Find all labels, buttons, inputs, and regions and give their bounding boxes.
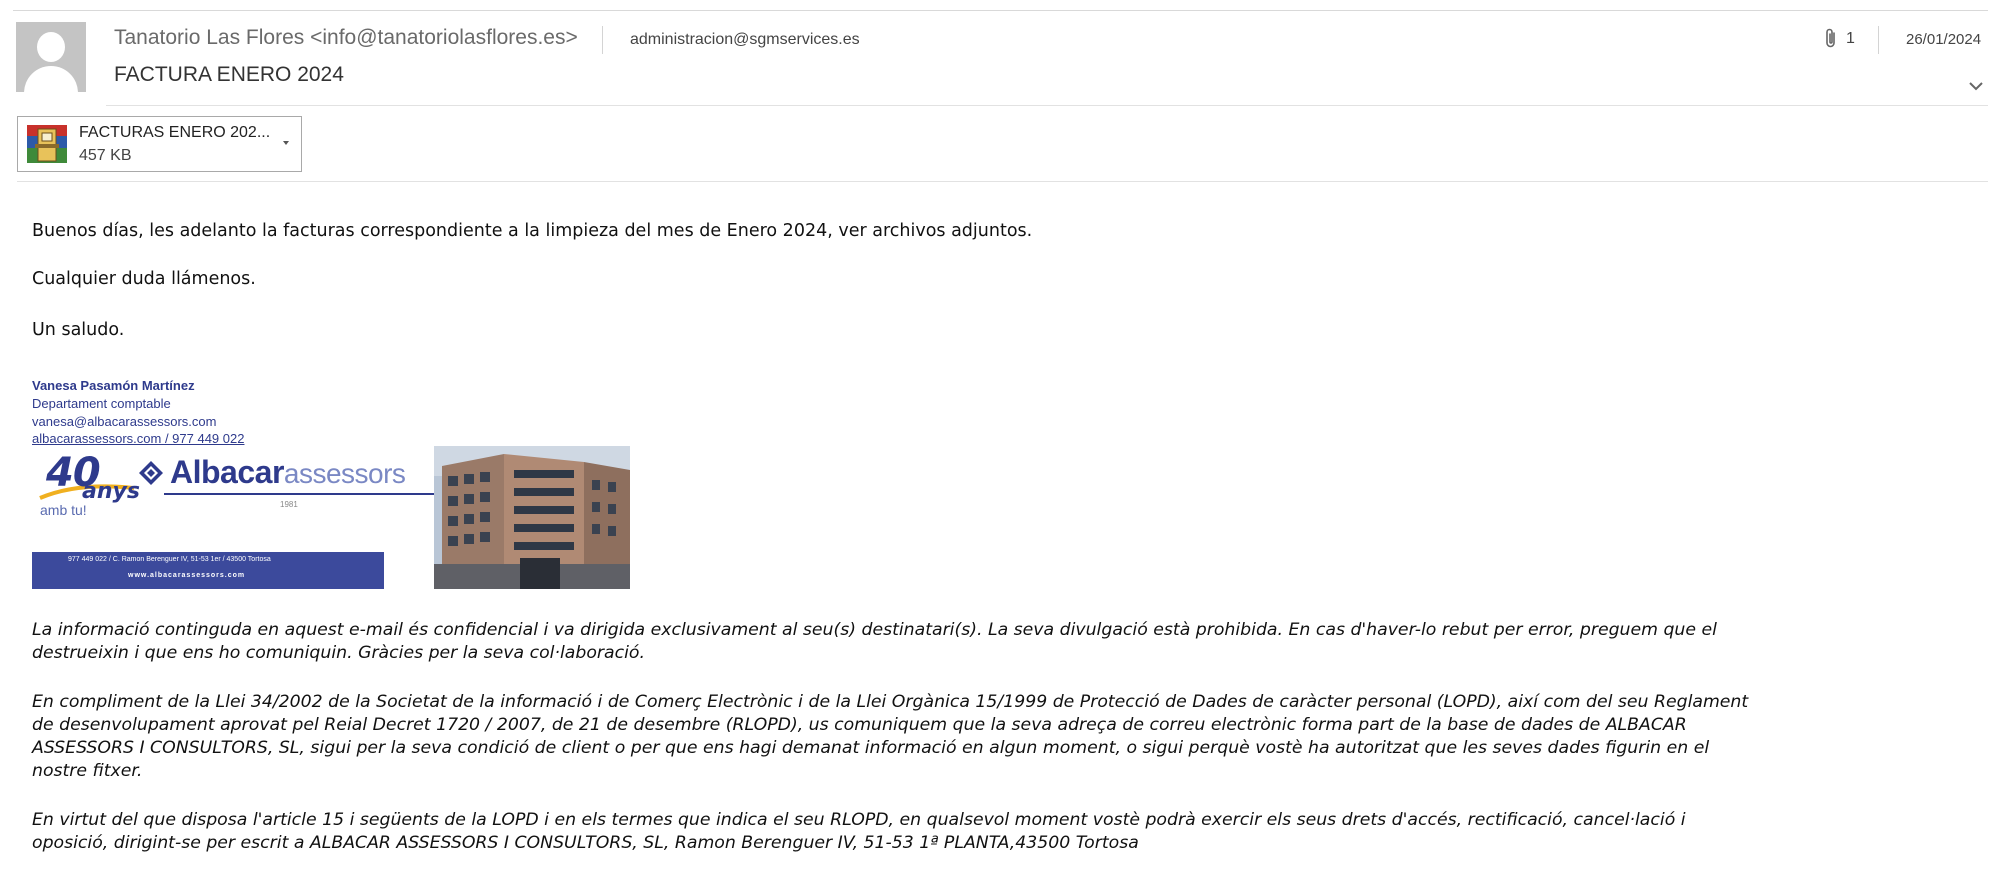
banner-website: www.albacarassessors.com <box>128 572 246 579</box>
banner-years: 40 <box>46 450 100 496</box>
body-paragraph-2: Cualquier duda llámenos. <box>32 269 256 289</box>
attachment-name: FACTURAS ENERO 202... <box>79 124 271 141</box>
banner-years-word: anys <box>82 479 140 504</box>
signature-email[interactable]: vanesa@albacarassessors.com <box>32 414 217 429</box>
paperclip-icon <box>1824 28 1838 50</box>
attachment-count-value: 1 <box>1846 30 1855 47</box>
disclaimer-p3-line2: oposició, dirigint-se per escrit a ALBACAR ASSESSORS I CONSULTORS, SL, Ramon Berenguer IV, 51-53 1ª PLANTA,43500 Tortosa <box>32 833 1139 853</box>
disclaimer-p1-line1: La informació continguda en aquest e-mail és confidencial i va dirigida exclusivament al seu(s) destinatari(s). La seva divulgació està prohibida. En cas d'haver-lo rebut per error, preguem que el <box>32 620 1717 640</box>
banner-brand <box>170 454 405 491</box>
banner-rule <box>164 493 462 495</box>
brand-light: assessors <box>283 458 406 489</box>
email-subject: FACTURA ENERO 2024 <box>114 63 344 86</box>
banner-contact-bar <box>32 552 384 589</box>
caret-down-icon[interactable] <box>281 139 291 147</box>
disclaimer-p2-line1: En compliment de la Llei 34/2002 de la Societat de la informació i de Comerç Electrònic i de la Llei Orgànica 15/1999 de Protecció de Dades de caràcter personal (LOPD), així com del seu Reglament <box>32 692 1749 712</box>
banner-tagline: amb tu! <box>40 502 87 518</box>
header-separator <box>602 26 603 54</box>
disclaimer-p2-line2: de desenvolupament aprovat pel Reial Decret 1720 / 2007, de 21 de desembre (RLOPD), us comuniquem que la seva adreça de correu electrònic forma part de la base de dades de ALBACAR <box>32 715 1687 735</box>
top-divider <box>13 10 1988 11</box>
signature-department: Departament comptable <box>32 396 171 411</box>
attachment-file[interactable] <box>17 116 302 172</box>
attachment-count[interactable] <box>1824 28 1855 50</box>
office-building-photo <box>434 446 630 589</box>
sender-avatar-icon <box>16 22 86 92</box>
company-banner <box>32 446 630 589</box>
albacar-logo-icon <box>136 458 166 488</box>
banner-founded: 1981 <box>280 500 298 509</box>
recipient-address[interactable]: administracion@sgmservices.es <box>630 31 860 48</box>
header-divider <box>106 105 1988 106</box>
disclaimer-p2-line4: nostre fitxer. <box>32 761 143 781</box>
sender-address[interactable]: Tanatorio Las Flores <info@tanatoriolasflores.es> <box>114 26 578 49</box>
disclaimer-p2-line3: ASSESSORS I CONSULTORS, SL, sigui per la seva condició de client o per que ens hagi demanat informació en algun moment, o sigui perquè vostè ha autoritzat que les seves dades figurin en el <box>32 738 1710 758</box>
disclaimer-p3-line1: En virtut del que disposa l'article 15 i següents de la LOPD i en els termes que indica el seu RLOPD, en qualsevol moment vostè podrà exercir els seus drets d'accés, rectificació, cancel·lació i <box>32 810 1686 830</box>
email-date: 26/01/2024 <box>1906 31 1982 48</box>
signature-web-phone[interactable]: albacarassessors.com / 977 449 022 <box>32 431 245 446</box>
banner-contact: 977 449 022 / C. Ramon Berenguer IV, 51-53 1er / 43500 Tortosa <box>68 556 271 563</box>
brand-bold: Albacar <box>170 454 284 490</box>
chevron-down-icon[interactable] <box>1965 76 1987 96</box>
body-paragraph-1: Buenos días, les adelanto la facturas correspondiente a la limpieza del mes de Enero 2024, ver archivos adjuntos. <box>32 221 1033 241</box>
body-divider <box>17 181 1988 182</box>
disclaimer-p1-line2: destrueixin i que ens ho comuniquin. Gràcies per la seva col·laboració. <box>32 643 645 663</box>
attachment-size: 457 KB <box>79 147 132 164</box>
header-separator-2 <box>1878 26 1879 54</box>
winrar-archive-icon <box>25 123 69 165</box>
body-paragraph-3: Un saludo. <box>32 320 125 340</box>
signature-name: Vanesa Pasamón Martínez <box>32 378 195 393</box>
